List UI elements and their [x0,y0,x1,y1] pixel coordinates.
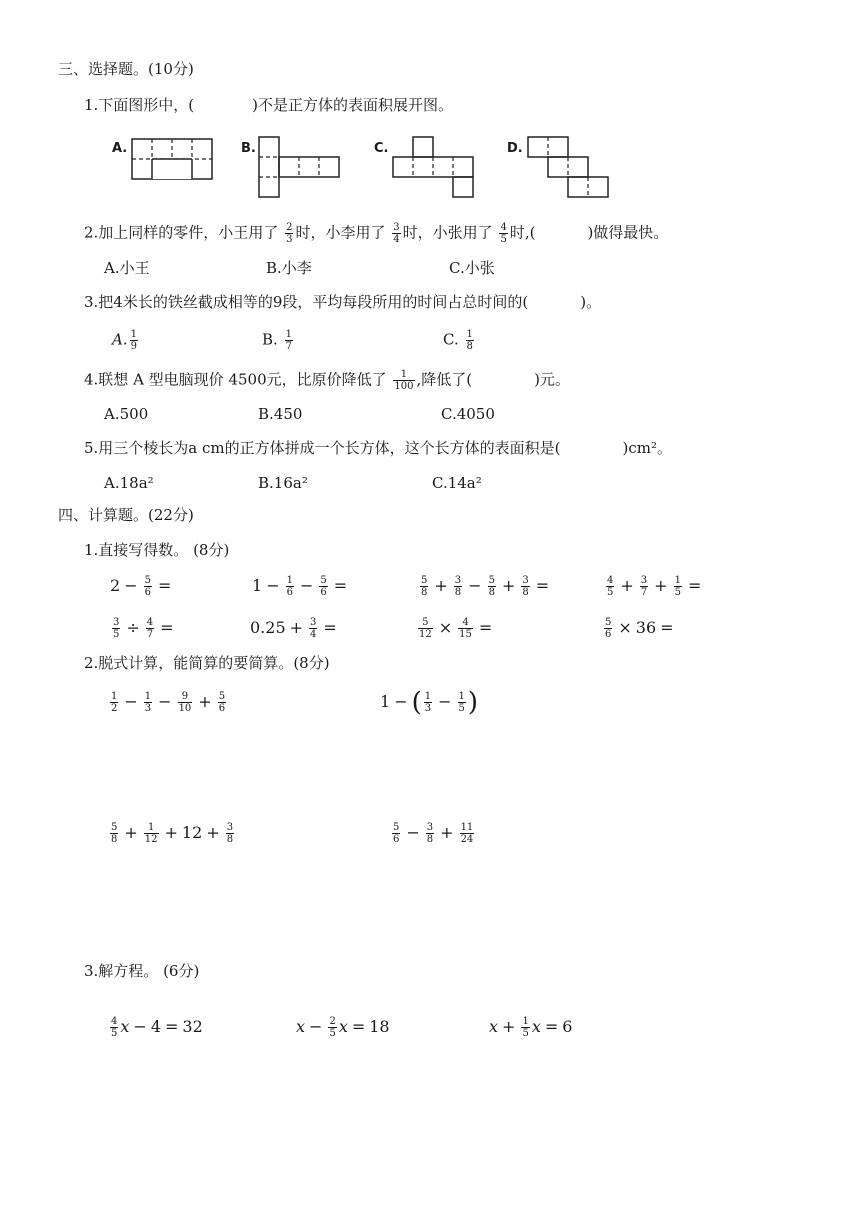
math-operator: + [502,1017,516,1036]
question-2-text-2: 时，小李用了 [295,223,386,242]
fraction [110,691,118,714]
fraction-denominator: 24 [460,834,474,845]
math-term: x [531,1017,541,1036]
fraction-denominator: 7 [640,587,648,598]
fraction-numerator: 5 [605,617,612,628]
fraction-denominator: 7 [285,341,292,352]
fraction [393,369,414,392]
fraction-numerator: 1 [393,369,414,381]
fraction-numerator: 5 [418,617,433,629]
fraction-denominator: 8 [466,341,473,352]
math-operator: = [660,618,674,637]
math-operator: = [165,1017,179,1036]
question-2 [84,222,668,245]
fraction [458,617,473,640]
fraction-denominator: 4 [393,234,400,245]
fraction [392,222,400,245]
fraction-denominator: 5 [522,1028,529,1039]
math-operator: + [289,618,304,637]
part-2-title: 2.脱式计算，能简算的要简算。(8分) [84,654,330,672]
fraction [112,617,120,640]
math-term: 6 [562,1017,573,1036]
option-3b[interactable] [262,329,295,352]
fraction-denominator: 5 [113,629,120,640]
expression-2-4 [390,822,476,845]
fraction-denominator: 3 [144,703,152,714]
fraction-denominator: 100 [394,381,414,392]
fraction-denominator: 10 [178,703,192,714]
option-2c[interactable]: C.小张 [449,259,495,277]
option-3c[interactable] [443,329,476,352]
net-label-b: B. [241,141,256,156]
fraction-numerator: 5 [393,822,400,833]
fraction-denominator: 5 [674,587,681,598]
fraction-denominator: 8 [488,587,495,598]
math-operator: = [478,618,493,637]
question-4 [84,369,570,392]
math-term: 18 [369,1017,390,1036]
math-operator: = [333,576,348,595]
fraction-numerator: 1 [130,329,137,340]
fraction-denominator: 8 [454,587,462,598]
part-1-title: 1.直接写得数。 (8分) [84,541,230,559]
question-3-text-a: 3.把4米长的铁丝截成相等的9段，平均每段所用的时间占总时间的( [84,293,529,311]
equation-1 [108,1016,203,1039]
question-4-text-2: ,降低了( [416,370,473,389]
math-operator: = [157,576,172,595]
fraction-numerator: 3 [226,822,234,833]
math-operator: − [266,576,280,595]
math-term: x [120,1017,130,1036]
math-operator: − [124,576,138,595]
math-operator: − [438,692,452,711]
option-3a-label: A. [112,330,128,349]
question-3 [84,292,601,312]
option-5c[interactable]: C.14a² [432,474,482,492]
option-4b[interactable]: B.450 [258,405,303,423]
math-operator: + [434,576,448,595]
fraction [130,329,138,352]
fraction [226,822,234,845]
fraction-denominator: 8 [111,834,118,845]
fraction-numerator: 1 [144,822,159,834]
option-4a[interactable]: A.500 [104,405,149,423]
math-term: 1 [252,576,263,595]
fraction-denominator: 5 [111,1028,118,1039]
math-operator: ÷ [126,618,140,637]
math-operator: − [133,1017,147,1036]
question-1-text-a: 1.下面图形中，( [84,96,195,114]
math-operator: = [544,1017,559,1036]
fraction [420,575,428,598]
math-operator: − [158,692,172,711]
question-4-text-3: )元。 [534,370,570,389]
expression-1-7 [416,617,496,640]
option-2b[interactable]: B.小李 [266,259,312,277]
fraction-numerator: 5 [144,575,151,586]
fraction-numerator: 1 [458,691,465,702]
math-term: x [296,1017,306,1036]
fraction [392,822,400,845]
math-operator: + [654,576,668,595]
option-5b[interactable]: B.16a² [258,474,308,492]
fraction-numerator: 2 [329,1016,336,1027]
part-3-title: 3.解方程。 (6分) [84,962,200,980]
equation-2 [296,1016,390,1039]
expression-1-2 [252,575,351,598]
fraction-numerator: 4 [111,1016,118,1027]
fraction-numerator: 4 [146,617,154,628]
math-operator: + [620,576,634,595]
math-operator: = [323,618,337,637]
fraction-denominator: 2 [111,703,118,714]
fraction-denominator: 5 [329,1028,336,1039]
fraction [144,822,159,845]
question-2-text-5: )做得最快。 [587,223,669,242]
math-term: ( [411,687,422,718]
fraction-numerator: 2 [286,222,293,233]
fraction-numerator: 3 [454,575,462,586]
math-term: x [338,1017,348,1036]
fraction-numerator: 3 [426,822,434,833]
math-operator: + [164,823,178,842]
question-5-text-b: )cm²。 [622,439,673,457]
net-label-d: D. [507,141,523,156]
fraction-numerator: 5 [320,575,327,586]
fraction-numerator: 1 [111,691,118,702]
net-b-figure [255,133,345,201]
fraction-numerator: 5 [111,822,118,833]
math-operator: × [618,618,632,637]
fraction [604,617,612,640]
math-term: 36 [635,618,657,637]
fraction [418,617,433,640]
math-operator: − [299,576,314,595]
fraction [218,691,226,714]
fraction-numerator: 3 [522,575,529,586]
fraction-denominator: 8 [226,834,234,845]
math-operator: − [406,823,420,842]
fraction-numerator: 5 [218,691,226,702]
fraction [286,575,294,598]
section-4-title: 四、计算题。(22分) [58,506,194,524]
math-term: x [489,1017,499,1036]
math-operator: = [687,576,702,595]
expression-1-6 [250,617,341,640]
fraction-denominator: 7 [146,629,154,640]
expression-1-8 [602,617,678,640]
fraction-numerator: 3 [393,222,400,233]
fraction [521,1016,529,1039]
option-4c[interactable]: C.4050 [441,405,495,423]
fraction-denominator: 3 [424,703,432,714]
fraction-denominator: 8 [421,587,428,598]
fraction-numerator: 1 [466,329,473,340]
fraction [328,1016,336,1039]
fraction-denominator: 5 [500,234,507,245]
fraction [606,575,614,598]
fraction-denominator: 5 [607,587,614,598]
option-3c-label: C. [443,330,459,349]
fraction-numerator: 11 [460,822,474,833]
expression-2-2 [380,687,479,718]
option-5a[interactable]: A.18a² [104,474,154,492]
question-2-text-4: 时,( [509,223,536,242]
fraction-denominator: 6 [144,587,151,598]
expression-1-5 [110,617,178,640]
fraction-denominator: 12 [144,834,158,845]
fraction [458,691,466,714]
equation-3 [489,1016,572,1039]
fraction-denominator: 8 [522,587,529,598]
math-operator: − [394,692,408,711]
fraction-numerator: 1 [286,575,293,586]
fraction-denominator: 4 [310,629,317,640]
fraction-denominator: 9 [130,341,137,352]
fraction [521,575,529,598]
fraction-numerator: 4 [500,222,507,233]
question-4-text-1: 4.联想 A 型电脑现价 4500元，比原价降低了 [84,370,387,389]
math-operator: × [438,618,453,637]
math-term: 32 [182,1017,203,1036]
fraction [110,1016,118,1039]
fraction [319,575,327,598]
question-5-text-a: 5.用三个棱长为a cm的正方体拼成一个长方体，这个长方体的表面积是( [84,439,561,457]
question-2-text-3: 时，小张用了 [402,223,493,242]
math-operator: − [309,1017,323,1036]
fraction [674,575,682,598]
fraction [285,329,293,352]
fraction-denominator: 6 [320,587,327,598]
net-d-figure [524,133,616,201]
expression-2-3 [108,822,236,845]
fraction-denominator: 3 [286,234,293,245]
fraction [460,822,475,845]
fraction [178,691,193,714]
expression-1-3 [418,575,553,598]
fraction-numerator: 5 [488,575,495,586]
fraction-numerator: 3 [113,617,120,628]
fraction-numerator: 4 [607,575,614,586]
fraction-denominator: 12 [419,629,432,640]
fraction [144,691,152,714]
fraction-denominator: 6 [286,587,293,598]
math-operator: = [351,1017,366,1036]
fraction-denominator: 6 [218,703,226,714]
fraction [454,575,462,598]
question-1-text-b: )不是正方体的表面积展开图。 [252,96,454,114]
question-3-text-b: )。 [580,293,602,311]
math-operator: + [501,576,516,595]
option-3b-label: B. [262,330,278,349]
question-1 [84,95,453,115]
math-term: ) [467,687,479,718]
fraction-denominator: 15 [459,629,472,640]
fraction-numerator: 1 [424,691,432,702]
fraction [144,575,152,598]
math-operator: − [124,692,138,711]
fraction-numerator: 3 [640,575,648,586]
net-label-a: A. [112,141,128,156]
net-c-figure [389,133,479,201]
math-operator: + [440,823,454,842]
fraction-denominator: 8 [426,834,434,845]
math-operator: + [198,692,212,711]
math-operator: + [206,823,220,842]
math-operator: + [124,823,138,842]
math-term: 1 [380,692,391,711]
fraction-numerator: 1 [522,1016,529,1027]
net-a-figure [128,136,218,182]
fraction-denominator: 6 [393,834,400,845]
fraction [110,822,118,845]
expression-1-4 [604,575,705,598]
fraction [499,222,507,245]
math-term: 2 [110,576,121,595]
fraction [309,617,317,640]
math-term: 12 [181,823,203,842]
fraction [466,329,474,352]
fraction-numerator: 9 [178,691,193,703]
question-2-text-1: 2.加上同样的零件，小王用了 [84,223,279,242]
math-term: 4 [150,1017,161,1036]
fraction [640,575,648,598]
fraction-numerator: 5 [421,575,428,586]
question-5 [84,438,672,458]
fraction-numerator: 1 [144,691,152,702]
expression-2-1 [108,691,228,714]
fraction-numerator: 1 [285,329,292,340]
fraction [146,617,154,640]
math-term: 0.25 [250,618,286,637]
math-operator: = [160,618,174,637]
fraction [426,822,434,845]
fraction-denominator: 6 [605,629,612,640]
section-3-title: 三、选择题。(10分) [58,60,194,78]
option-3a[interactable] [112,329,140,352]
math-operator: = [535,576,550,595]
net-label-c: C. [374,141,389,156]
fraction-numerator: 1 [674,575,681,586]
math-operator: − [468,576,482,595]
fraction [424,691,432,714]
fraction-numerator: 3 [310,617,317,628]
fraction-denominator: 5 [458,703,465,714]
fraction [285,222,293,245]
fraction-numerator: 4 [458,617,473,629]
option-2a[interactable]: A.小王 [104,259,150,277]
fraction [488,575,496,598]
expression-1-1 [110,575,175,598]
